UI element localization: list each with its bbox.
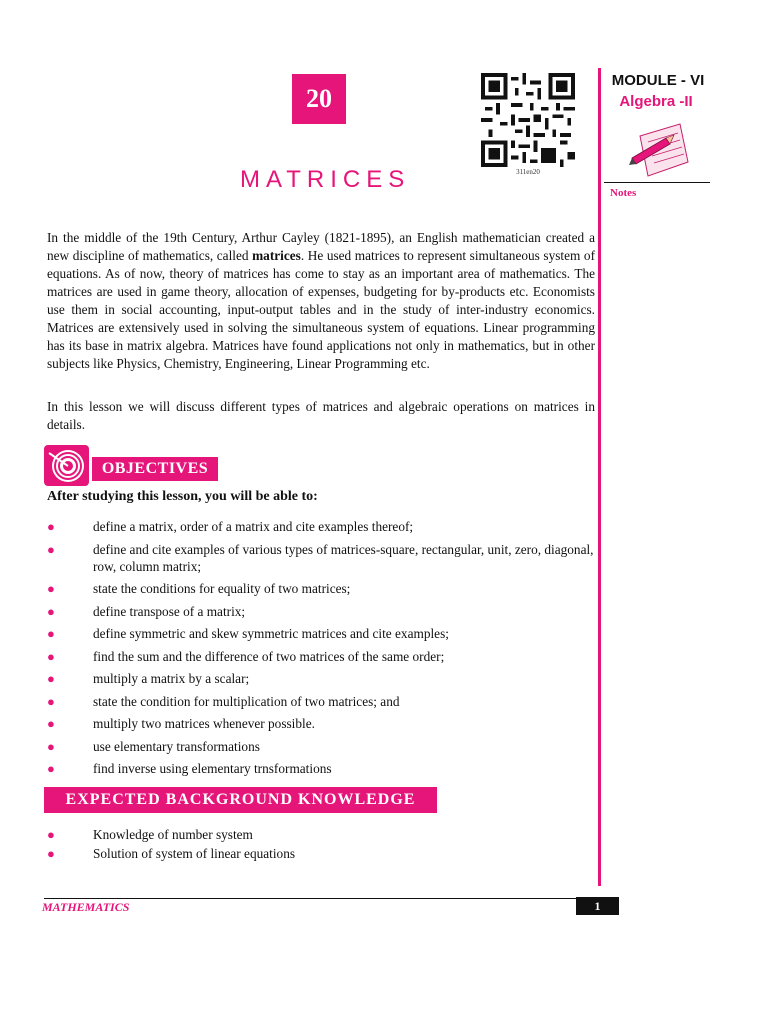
margin-divider [598,68,601,886]
list-item: ● use elementary transformations [47,738,260,754]
list-item: ● state the conditions for equality of two matrices; [47,581,351,596]
footer-subject: MATHEMATICS [42,900,130,914]
bullet-icon: ● [47,738,55,754]
bullet-icon: ● [47,626,55,641]
objectives-lead: After studying this lesson, you will be able to: [47,489,318,504]
notes-divider [604,182,710,183]
list-item: ● Knowledge of number system [47,827,253,842]
bullet-icon: ● [47,761,55,776]
list-item: ● define transpose of a matrix; [47,603,246,619]
bullet-icon: ● [47,827,55,842]
bullet-icon: ● [47,846,55,861]
list-item: ● find inverse using elementary trnsformations [47,761,332,776]
list-item: ● multiply a matrix by a scalar; [47,671,250,686]
bullet-icon: ● [47,716,55,731]
intro-text-before: In the middle of the 19th Century, Arthur Cayley (1821-1895), an English mathematician created a new discipline of mathematics, called [47,230,595,263]
bullet-icon: ● [47,648,55,664]
notes-pencil-icon [626,118,692,182]
background-knowledge-list [47,826,595,864]
module-subtitle: Algebra -II [619,93,693,110]
target-icon [44,445,89,486]
background-knowledge-heading: EXPECTED BACKGROUND KNOWLEDGE [44,787,437,813]
list-item: ● find the sum and the difference of two matrices of the same order; [47,648,445,664]
qr-code-caption: 311en20 [516,168,540,176]
list-item: ● define and cite examples of various types of matrices-square, rectangular, unit, zero, diagonal, row, column matrix; [47,541,594,574]
matrices-emphasis: matrices [252,248,301,263]
list-item: ● state the condition for multiplication of two matrices; and [47,693,400,709]
list-item: ● Solution of system of linear equations [47,846,296,861]
intro-text-after: . He used matrices to represent simultaneous system of equations. As of now, theory of matrices has come to stay as an important area of mathematics. The matrices are used in game theory, allocation of expenses, budgeting for by-products etc. Economists use them in social accounting, input-output tables and in the study of inter-industry economics. Matrices are extensively used in solving the simultaneous system of equations. Linear programming has its base in matrix algebra. Matrices have found applications not only in mathematics, but in other subjects like Physics, Chemistry, Engineering, Linear Programming etc. [47,248,595,371]
list-item: ● define symmetric and skew symmetric matrices and cite examples; [47,626,449,641]
list-item: ● multiply two matrices whenever possible. [47,716,315,731]
objectives-heading: OBJECTIVES [92,457,218,481]
bullet-icon: ● [47,581,55,596]
module-label: MODULE - VI [611,72,705,89]
bullet-icon: ● [47,519,55,534]
intro-paragraph-2: In this lesson we will discuss different types of matrices and algebraic operations on matrices in details. [47,399,595,432]
footer-divider [44,898,594,899]
bullet-icon: ● [47,541,55,557]
bullet-icon: ● [47,693,55,709]
qr-code [478,73,578,167]
list-item: ● define a matrix, order of a matrix and cite examples thereof; [47,519,414,534]
chapter-title: MATRICES [240,166,411,193]
bullet-icon: ● [47,671,55,686]
notes-label: Notes [610,187,637,199]
bullet-icon: ● [47,603,55,619]
objectives-list [47,518,595,783]
chapter-number-badge: 20 [292,74,346,124]
page-number: 1 [576,897,619,915]
intro-paragraph-1 [47,229,595,373]
